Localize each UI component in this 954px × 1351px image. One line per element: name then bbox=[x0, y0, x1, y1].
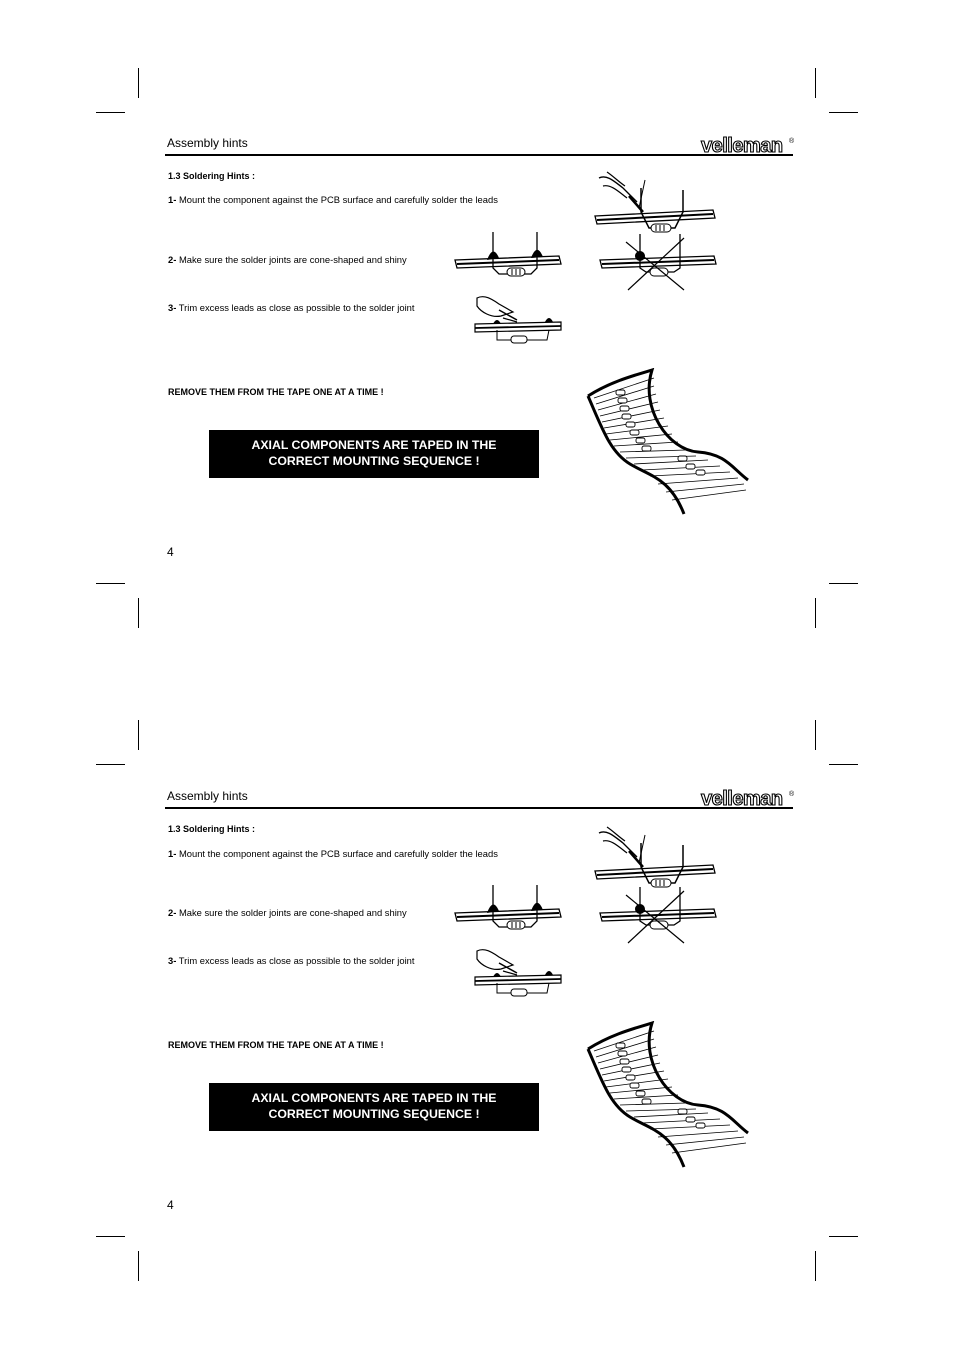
bad-solder-joint-illustration bbox=[598, 232, 718, 292]
hint-text: Trim excess leads as close as possible to the solder joint bbox=[178, 302, 415, 313]
hint-text: Make sure the solder joints are cone-shaped and shiny bbox=[178, 254, 407, 265]
taped-components-illustration bbox=[580, 1021, 760, 1169]
hint-1 bbox=[168, 848, 498, 859]
banner-line: CORRECT MOUNTING SEQUENCE ! bbox=[268, 454, 480, 468]
warning-text: REMOVE THEM FROM THE TAPE ONE AT A TIME ! bbox=[168, 387, 384, 397]
good-solder-joint-illustration bbox=[453, 883, 565, 931]
hint-text: Mount the component against the PCB surface and carefully solder the leads bbox=[178, 848, 498, 859]
manual-page bbox=[0, 0, 954, 652]
hint-number: 2- bbox=[168, 254, 177, 265]
hint-text: Trim excess leads as close as possible to the solder joint bbox=[178, 955, 415, 966]
hint-text: Mount the component against the PCB surface and carefully solder the leads bbox=[178, 194, 498, 205]
hint-number: 1- bbox=[168, 848, 177, 859]
header-title: Assembly hints bbox=[167, 136, 248, 150]
velleman-logo bbox=[700, 134, 795, 156]
page-number: 4 bbox=[167, 545, 174, 559]
hint-number: 3- bbox=[168, 955, 177, 966]
section-title: 1.3 Soldering Hints : bbox=[168, 171, 256, 181]
taped-components-illustration bbox=[580, 368, 760, 516]
header-rule bbox=[165, 154, 793, 156]
mounting-sequence-banner bbox=[209, 1083, 539, 1131]
banner-line: AXIAL COMPONENTS ARE TAPED IN THE bbox=[251, 1091, 497, 1105]
hint-number: 1- bbox=[168, 194, 177, 205]
hint-number: 2- bbox=[168, 907, 177, 918]
svg-text:velleman: velleman bbox=[701, 788, 783, 809]
manual-page bbox=[0, 653, 954, 1305]
banner-line: CORRECT MOUNTING SEQUENCE ! bbox=[268, 1107, 480, 1121]
soldering-iron-illustration bbox=[593, 823, 723, 893]
good-solder-joint-illustration bbox=[453, 230, 565, 278]
hint-3 bbox=[168, 955, 414, 966]
hint-number: 3- bbox=[168, 302, 177, 313]
velleman-logo bbox=[700, 787, 795, 809]
svg-text:®: ® bbox=[789, 791, 795, 798]
banner-line: AXIAL COMPONENTS ARE TAPED IN THE bbox=[251, 438, 497, 452]
header-title: Assembly hints bbox=[167, 789, 248, 803]
hint-text: Make sure the solder joints are cone-shaped and shiny bbox=[178, 907, 407, 918]
lead-trimming-illustration bbox=[473, 294, 565, 346]
page-number: 4 bbox=[167, 1198, 174, 1212]
hint-2 bbox=[168, 907, 407, 918]
svg-text:®: ® bbox=[789, 138, 795, 145]
hint-2 bbox=[168, 254, 407, 265]
lead-trimming-illustration bbox=[473, 947, 565, 999]
bad-solder-joint-illustration bbox=[598, 885, 718, 945]
hint-1 bbox=[168, 194, 498, 205]
svg-text:velleman: velleman bbox=[701, 135, 783, 156]
mounting-sequence-banner bbox=[209, 430, 539, 478]
soldering-iron-illustration bbox=[593, 168, 723, 238]
warning-text: REMOVE THEM FROM THE TAPE ONE AT A TIME ! bbox=[168, 1040, 384, 1050]
header-rule bbox=[165, 807, 793, 809]
section-title: 1.3 Soldering Hints : bbox=[168, 824, 256, 834]
hint-3 bbox=[168, 302, 414, 313]
